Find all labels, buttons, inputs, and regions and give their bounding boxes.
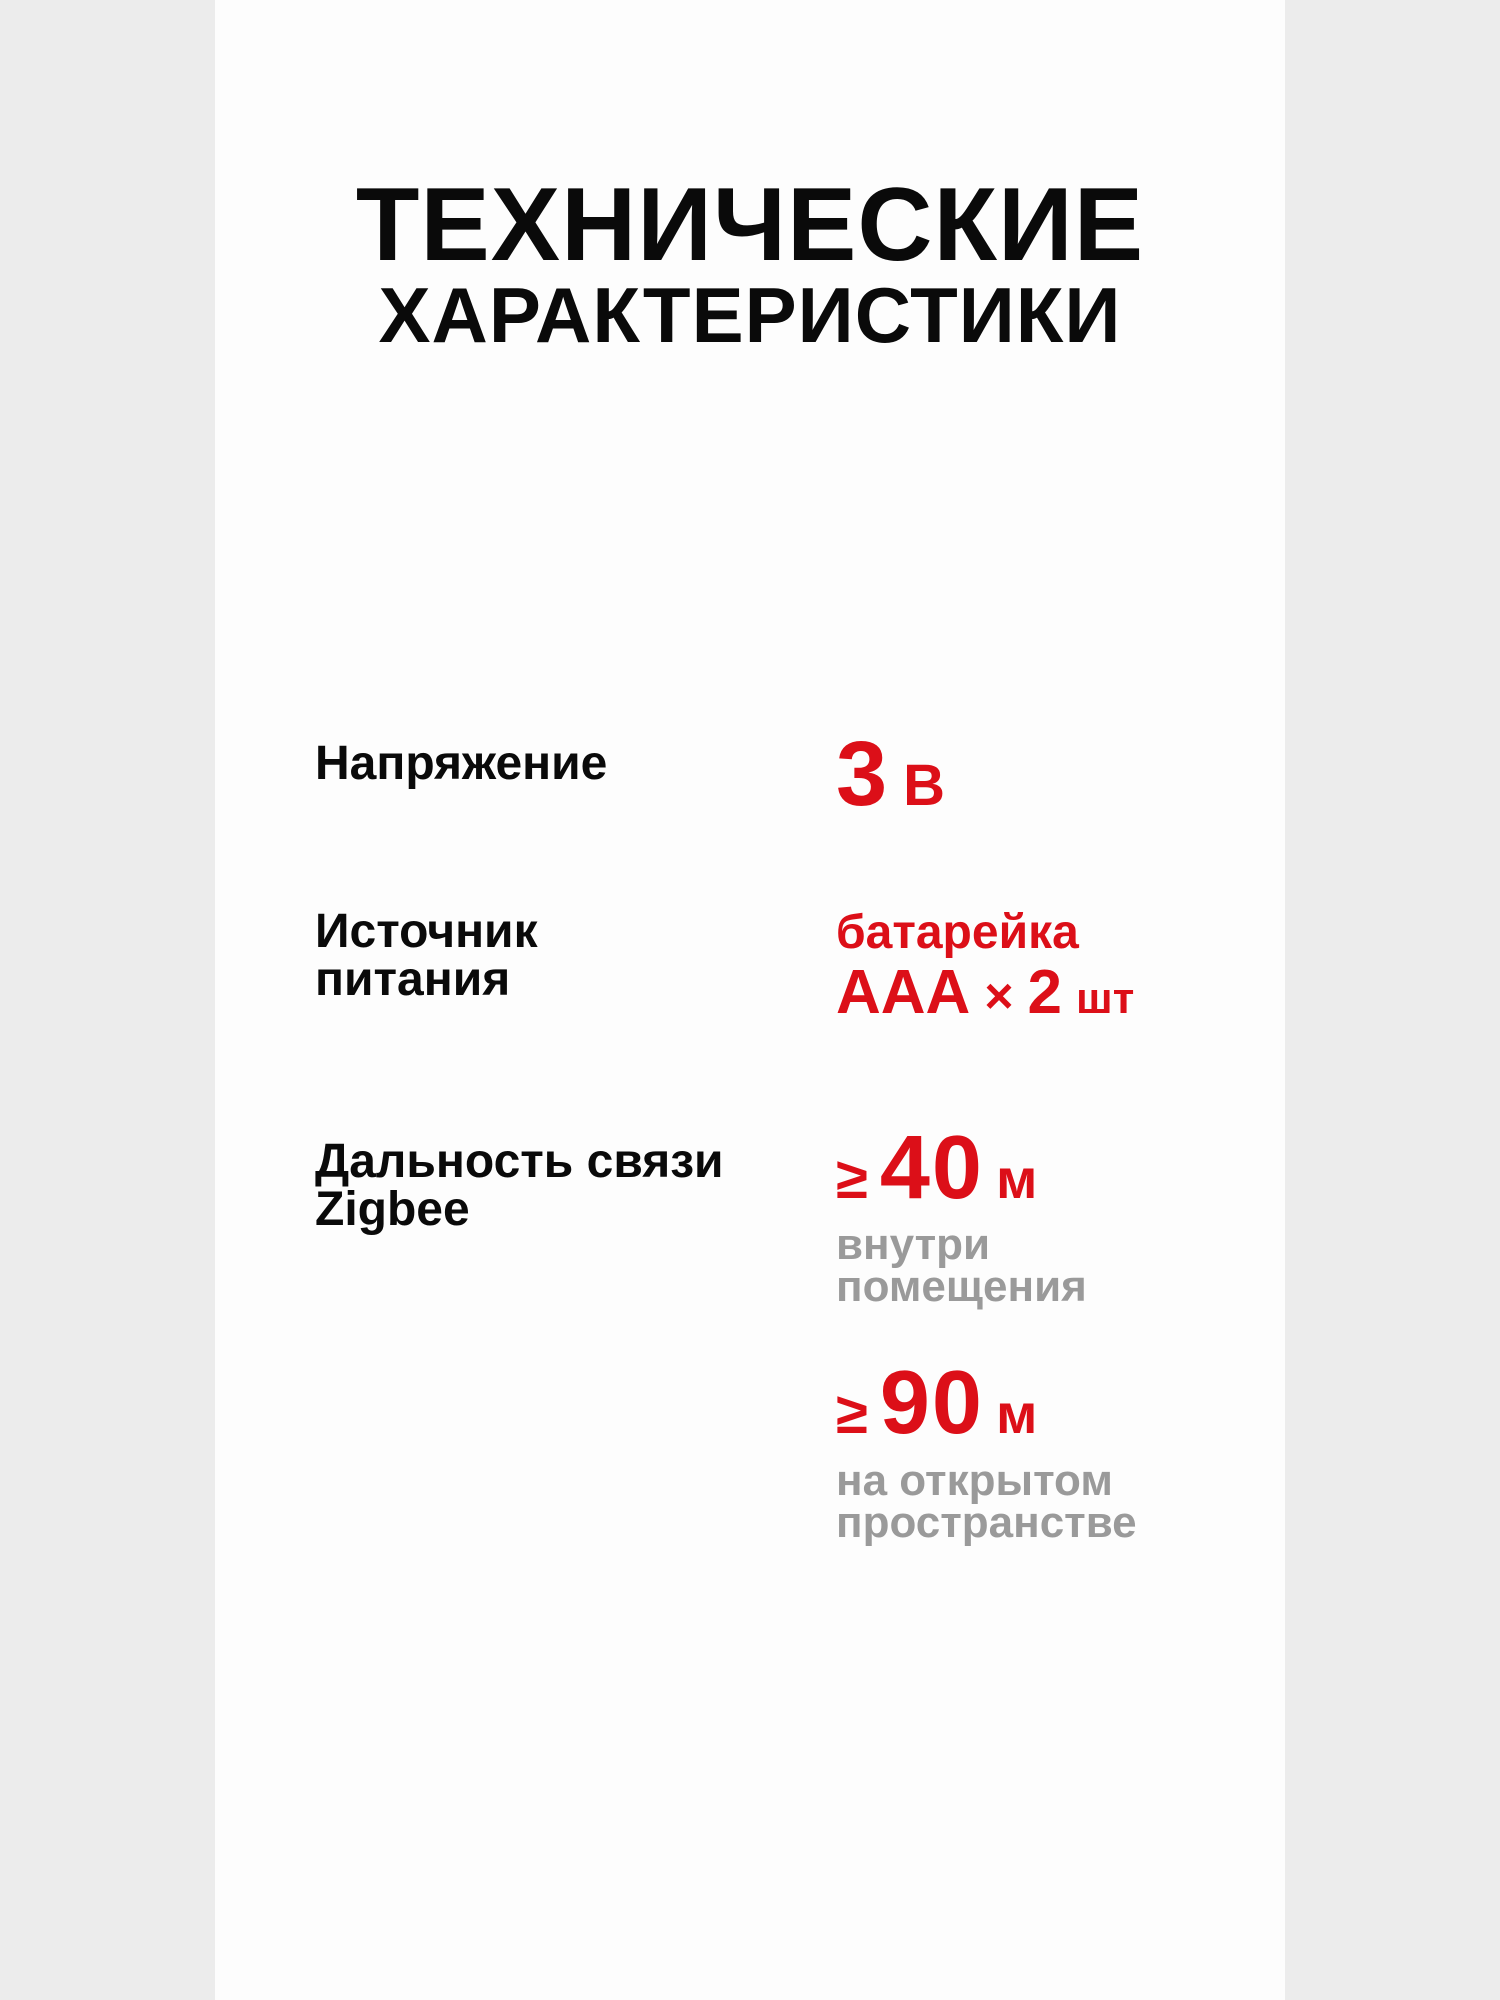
times-sign: × [984,968,1014,1024]
range-indoor-note-line1: внутри [836,1220,991,1269]
range-indoor-sign: ≥ [836,1146,868,1211]
page-title-line2: ХАРАКТЕРИСТИКИ [378,271,1122,359]
power-label-line2: питания [315,953,511,1006]
power-label-line1: Источник [315,905,538,958]
range-indoor-value [836,1120,1037,1227]
battery-count: 2 [1027,958,1063,1027]
battery-count-unit: шт [1076,974,1135,1023]
range-label-line2: Zigbee [315,1183,470,1236]
range-indoor-note-line2: помещения [836,1262,1087,1311]
range-outdoor-note-line1: на открытом [836,1456,1113,1505]
range-outdoor-sign: ≥ [836,1381,868,1446]
voltage-value [836,723,946,825]
battery-type: ААА [836,958,971,1027]
range-label-line1: Дальность связи [315,1135,724,1188]
range-outdoor-unit: м [995,1382,1038,1445]
power-label [315,905,538,1006]
range-outdoor-number: 90 [879,1353,984,1453]
power-value-line2 [836,960,1134,1032]
voltage-label: Напряжение [315,737,608,790]
power-value-line1: батарейка [836,906,1079,959]
range-indoor-number: 40 [879,1118,984,1218]
range-indoor-unit: м [995,1147,1038,1210]
voltage-unit: В [903,753,946,818]
range-label [315,1135,724,1236]
voltage-number: 3 [836,723,888,825]
page-title-line1: ТЕХНИЧЕСКИЕ [355,167,1145,283]
range-indoor-note [836,1220,1087,1311]
range-outdoor-note [836,1456,1137,1547]
range-outdoor-value [836,1355,1037,1462]
range-outdoor-note-line2: пространстве [836,1498,1137,1547]
